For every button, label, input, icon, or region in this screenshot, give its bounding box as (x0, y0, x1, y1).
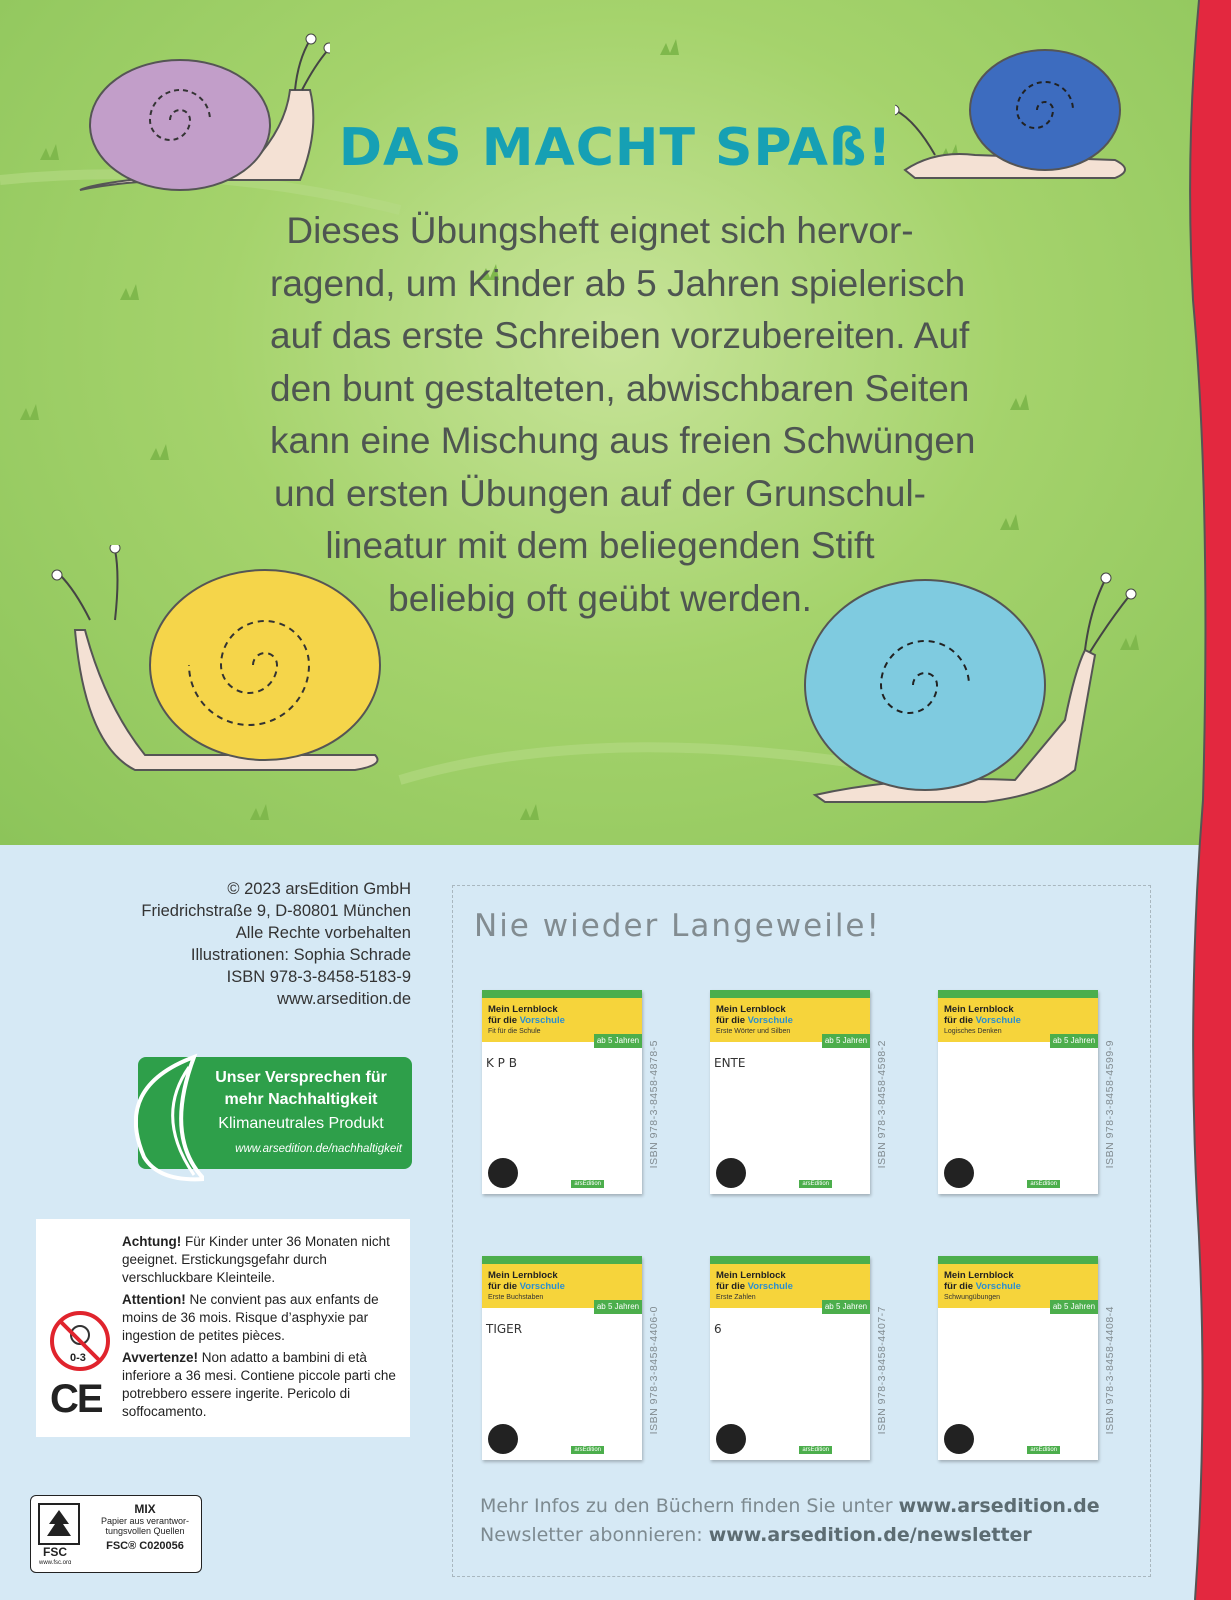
age-badge: ab 5 Jahren (822, 1034, 870, 1048)
book-isbn: ISBN 978-3-8458-4599-9 (1104, 1040, 1116, 1169)
sticker-badge (716, 1424, 746, 1454)
description-line: den bunt gestalteten, abwischbaren Seiten (270, 367, 970, 409)
book-cover[interactable]: Mein Lernblock für die Vorschule Erste Buchstaben ab 5 Jahren TIGER arsEdition (482, 1256, 642, 1460)
warning-it: Avvertenze! Non adatto a bambini di età inferiore a 36 mesi. Contiene piccole parti che potrebbero essere ingerite. Pericolo di soffocamento. (122, 1350, 396, 1419)
publisher-logo: arsEdition (799, 1180, 832, 1188)
age-badge: ab 5 Jahren (594, 1034, 642, 1048)
imprint-address: Friedrichstraße 9, D-80801 München (141, 902, 411, 920)
publisher-logo: arsEdition (571, 1180, 604, 1188)
description-text (270, 205, 976, 625)
imprint (141, 878, 411, 1010)
book-illustration-label: ENTE (714, 1056, 746, 1070)
book-subtitle: Logisches Denken (944, 1028, 1002, 1035)
no-under-3-icon (48, 1309, 112, 1373)
age-badge: ab 5 Jahren (594, 1300, 642, 1314)
book-cover[interactable]: Mein Lernblock für die Vorschule Schwungübungen ab 5 Jahren arsEdition (938, 1256, 1098, 1460)
sticker-badge (716, 1158, 746, 1188)
sticker-badge (488, 1158, 518, 1188)
book-illustration-label: TIGER (486, 1322, 523, 1336)
sustainability-badge (138, 1057, 412, 1169)
book-illustration-label: K P B (486, 1056, 517, 1070)
book-subtitle: Erste Zahlen (716, 1294, 756, 1301)
sticker-badge (944, 1158, 974, 1188)
fsc-mix: MIX (134, 1502, 156, 1516)
publisher-logo: arsEdition (1027, 1446, 1060, 1454)
description-line: kann eine Mischung aus freien Schwüngen (270, 420, 976, 461)
book-isbn: ISBN 978-3-8458-4598-2 (876, 1040, 888, 1169)
imprint-copyright: © 2023 arsEdition GmbH (227, 880, 411, 898)
book-subtitle: Fit für die Schule (488, 1028, 541, 1035)
warning-de: Achtung! Für Kinder unter 36 Monaten nicht geeignet. Erstickungsgefahr durch verschluckbare Kleinteile. (122, 1234, 390, 1285)
book-subtitle: Erste Buchstaben (488, 1294, 544, 1301)
promo-box (452, 885, 1151, 1577)
red-edge-band (1181, 0, 1231, 1600)
description-line: beliebig oft geübt werden. (388, 577, 812, 619)
book-cover[interactable]: Mein Lernblock für die Vorschule Erste Wörter und Silben ab 5 Jahren ENTE arsEdition (710, 990, 870, 1194)
ce-mark: CE (50, 1377, 102, 1421)
newsletter-link[interactable]: www.arsedition.de/newsletter (708, 1524, 1032, 1546)
more-info-line: Mehr Infos zu den Büchern finden Sie unter www.arsedition.de (480, 1495, 1100, 1517)
sticker-badge (488, 1424, 518, 1454)
publisher-logo: arsEdition (1027, 1180, 1060, 1188)
sustainability-line1: Unser Versprechen für (215, 1069, 387, 1086)
sustainability-line3: Klimaneutrales Produkt (218, 1115, 384, 1132)
book-isbn: ISBN 978-3-8458-4407-7 (876, 1306, 888, 1435)
sticker-badge (944, 1424, 974, 1454)
sustainability-url[interactable]: www.arsedition.de/nachhaltigkeit (235, 1143, 402, 1155)
more-info (480, 1492, 1100, 1550)
imprint-rights: Alle Rechte vorbehalten (235, 924, 411, 942)
age-badge: ab 5 Jahren (1050, 1034, 1098, 1048)
age-icon-label: 0-3 (70, 1352, 86, 1364)
age-badge: ab 5 Jahren (822, 1300, 870, 1314)
warning-fr: Attention! Ne convient pas aux enfants de moins de 36 mois. Risque d’asphyxie par ingestion de petites pièces. (122, 1292, 379, 1343)
description-line: Dieses Übungsheft eignet sich hervor- (286, 210, 914, 251)
description-line: lineatur mit dem beliegenden Stift (325, 525, 875, 566)
leaf-icon (134, 1047, 204, 1182)
book-isbn: ISBN 978-3-8458-4408-4 (1104, 1306, 1116, 1435)
book-subtitle: Schwungübungen (944, 1294, 1001, 1301)
book-cover[interactable]: Mein Lernblock für die Vorschule Fit für die Schule ab 5 Jahren K P B arsEdition (482, 990, 642, 1194)
description-line: und ersten Übungen auf der Grunschul- (273, 472, 927, 514)
publisher-logo: arsEdition (571, 1446, 604, 1454)
promo-title: Nie wieder Langeweile! (474, 908, 881, 944)
imprint-isbn: ISBN 978-3-8458-5183-9 (226, 968, 411, 986)
fsc-url: www.fsc.org (39, 1560, 72, 1564)
safety-warning (36, 1219, 410, 1437)
fsc-logo-text: FSC (43, 1545, 67, 1559)
fsc-tree-icon (37, 1502, 87, 1564)
book-subtitle: Erste Wörter und Silben (716, 1028, 791, 1035)
page-heading: DAS MACHT SPAß! (338, 118, 893, 178)
fsc-label (30, 1495, 202, 1573)
imprint-website[interactable]: www.arsedition.de (277, 990, 411, 1008)
fsc-line1: Papier aus verantwor- (100, 1516, 190, 1526)
description-line: ragend, um Kinder ab 5 Jahren spielerisch (270, 262, 966, 304)
fsc-code: FSC® C020056 (106, 1540, 184, 1552)
website-link[interactable]: www.arsedition.de (898, 1495, 1100, 1517)
age-badge: ab 5 Jahren (1050, 1300, 1098, 1314)
sustainability-line2: mehr Nachhaltigkeit (224, 1091, 378, 1108)
book-cover[interactable]: Mein Lernblock für die Vorschule Erste Zahlen ab 5 Jahren 6 arsEdition (710, 1256, 870, 1460)
book-illustration-label: 6 (714, 1322, 722, 1336)
imprint-illustrations: Illustrationen: Sophia Schrade (190, 946, 411, 964)
publisher-logo: arsEdition (799, 1446, 832, 1454)
book-cover[interactable]: Mein Lernblock für die Vorschule Logisches Denken ab 5 Jahren arsEdition (938, 990, 1098, 1194)
description-line: auf das erste Schreiben vorzubereiten. Auf (270, 315, 970, 356)
book-isbn: ISBN 978-3-8458-4406-0 (648, 1306, 660, 1435)
fsc-line2: tungsvollen Quellen (105, 1526, 185, 1536)
newsletter-line: Newsletter abonnieren: www.arsedition.de/newsletter (480, 1524, 1032, 1546)
book-isbn: ISBN 978-3-8458-4878-5 (648, 1040, 660, 1169)
